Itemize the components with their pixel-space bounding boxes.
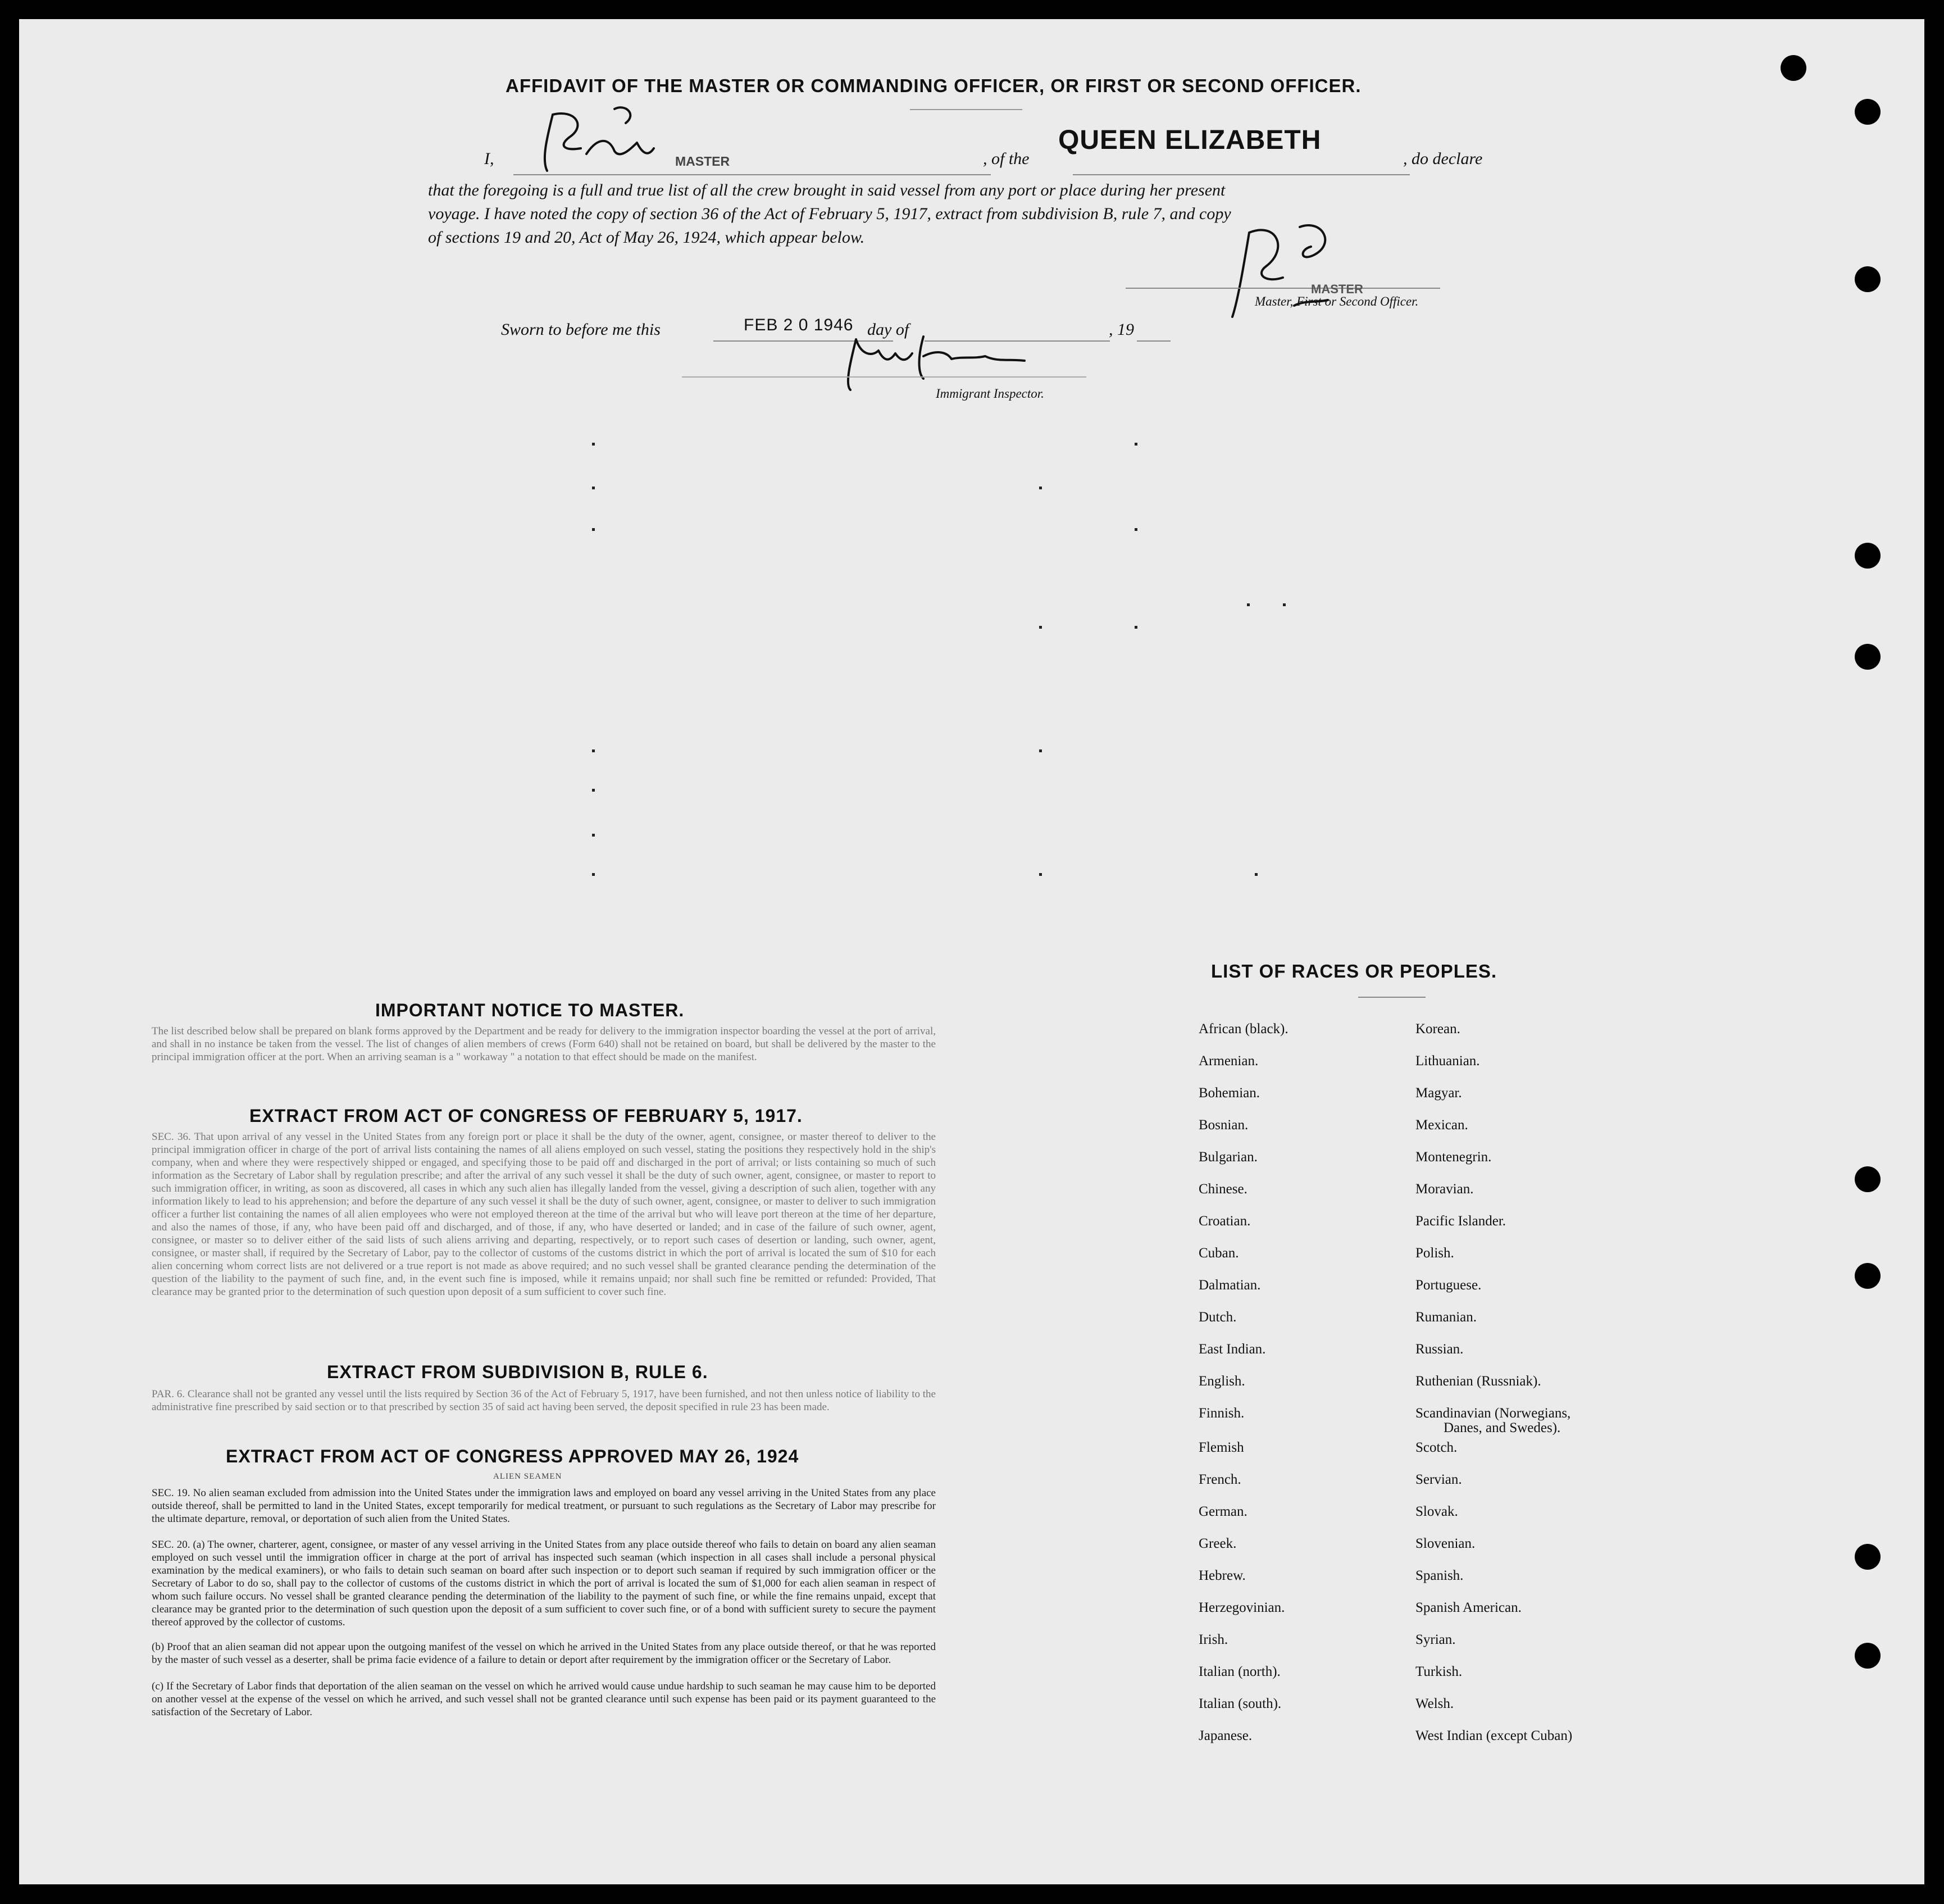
officer-line — [1126, 288, 1440, 289]
extract-1917-title: EXTRACT FROM ACT OF CONGRESS OF FEBRUARY 5, 1917. — [249, 1106, 803, 1126]
race-item: Finnish. — [1199, 1406, 1245, 1421]
race-item: Syrian. — [1415, 1632, 1456, 1647]
race-item: Irish. — [1199, 1632, 1228, 1647]
extract-1924-section20a: SEC. 20. (a) The owner, charterer, agent, consignee, or master of any vessel arriving in the United States from any place outside thereof who fails to detain on board any alien seaman employed on such vessel until the immigration officer in charge at the port of arrival has inspected such seaman (which inspection in all cases shall include a personal physical examination by the medical examiners), or who fails to detain such seaman on board after such inspection or to deport such seaman if required by such immigration officer or the Secretary of Labor to do so, shall pay to the collector of customs of the customs district in which the port of arrival is located the sum of $1,000 for each alien seaman in respect of whom such failure occurs. No vessel shall be granted clearance pending the determination of the liability to the payment of such fine, or while the fine remains unpaid, except that clearance may be granted prior to the determination of such question upon the deposit of a sum sufficient to cover such fine, or of a bond with sufficient surety to secure the payment thereof approved by the collector of customs. — [152, 1539, 936, 1628]
notice-text: The list described below shall be prepared on blank forms approved by the Department and be ready for delivery to the immigration inspector boarding the vessel at the port of arrival, and shall in no instance be taken from the vessel. The list of changes of alien members of crews (Form 640) shall not be retained on board, but shall be delivered by the master to the principal immigration officer at the port. When an arriving seaman is a " workaway " a notation to that effect should be made on the manifest. — [152, 1025, 936, 1063]
race-item: Pacific Islander. — [1415, 1214, 1506, 1229]
affidavit-i-label: I, — [484, 149, 494, 168]
race-item: Mexican. — [1415, 1117, 1468, 1133]
race-item: Dalmatian. — [1199, 1278, 1261, 1293]
extract-1924-section19: SEC. 19. No alien seaman excluded from admission into the United States under the immigration laws and employed on board any vessel arriving in the United States from any place outside thereof, shall be permitted to land in the United States, except temporarily for medical treatment, or pursuant to such regulations as the Secretary of Labor may prescribe for the ultimate departure, removal, or deportation of such alien from the United States. — [152, 1487, 936, 1525]
race-item: Turkish. — [1415, 1664, 1463, 1679]
race-item: Moravian. — [1415, 1182, 1474, 1197]
race-item: English. — [1199, 1374, 1245, 1389]
affidavit-title: AFFIDAVIT OF THE MASTER OR COMMANDING OFFICER, OR FIRST OR SECOND OFFICER. — [506, 75, 1362, 96]
race-item: Servian. — [1415, 1472, 1462, 1487]
affidavit-body-line3: of sections 19 and 20, Act of May 26, 1924, which appear below. — [428, 228, 865, 247]
grid-mark — [1247, 603, 1250, 606]
punch-hole — [1855, 644, 1881, 670]
master-stamp: MASTER — [675, 154, 730, 169]
races-title-rule — [1358, 997, 1426, 998]
race-item: Bohemian. — [1199, 1085, 1260, 1101]
grid-mark — [592, 834, 595, 837]
year-line — [1137, 340, 1171, 342]
grid-mark — [1039, 626, 1042, 629]
race-item: Greek. — [1199, 1536, 1237, 1551]
punch-hole — [1855, 1643, 1881, 1669]
grid-mark — [1135, 528, 1137, 531]
race-item-continuation: Danes, and Swedes). — [1444, 1420, 1561, 1435]
race-item: Spanish American. — [1415, 1600, 1522, 1615]
punch-hole — [1855, 1263, 1881, 1289]
race-item: Hebrew. — [1199, 1568, 1246, 1583]
affidavit-body-line2: voyage. I have noted the copy of section 36 of the Act of February 5, 1917, extract from subdivision B, rule 7, and copy — [428, 205, 1231, 223]
punch-hole — [1855, 266, 1881, 292]
race-item: Rumanian. — [1415, 1310, 1477, 1325]
race-item: German. — [1199, 1504, 1248, 1519]
sworn-label: Sworn to before me this — [501, 320, 661, 339]
punch-hole — [1781, 55, 1806, 81]
do-declare-label: , do declare — [1403, 149, 1483, 168]
document-sheet — [19, 19, 1924, 1884]
race-item: Scandinavian (Norwegians, — [1415, 1406, 1571, 1421]
rule6-title: EXTRACT FROM SUBDIVISION B, RULE 6. — [327, 1362, 708, 1382]
day-of-label: day of — [867, 320, 909, 339]
officer-caption: Master, First or Second Officer. — [1255, 294, 1419, 308]
master-signature — [530, 103, 699, 176]
grid-mark — [1255, 873, 1258, 876]
extract-1924-title: EXTRACT FROM ACT OF CONGRESS APPROVED MAY 26, 1924 — [226, 1446, 799, 1466]
year-prefix: , 19 — [1109, 320, 1134, 339]
extract-1924-section20b: (b) Proof that an alien seaman did not appear upon the outgoing manifest of the vessel on which he arrived in the United States from any place outside thereof, or that he was reported by the master of such vessel as a deserter, shall be prima facie evidence of a failure to detain or deport after requirement by the immigration officer or the Secretary of Labor. — [152, 1641, 936, 1666]
race-item: Portuguese. — [1415, 1278, 1482, 1293]
title-rule — [910, 109, 1022, 110]
vessel-name: QUEEN ELIZABETH — [1058, 125, 1322, 155]
race-item: Polish. — [1415, 1246, 1454, 1261]
race-item: Flemish — [1199, 1440, 1244, 1455]
officer-stamp: MASTER — [1311, 282, 1363, 296]
race-item: Armenian. — [1199, 1053, 1259, 1069]
race-item: Spanish. — [1415, 1568, 1464, 1583]
notice-title: IMPORTANT NOTICE TO MASTER. — [375, 1000, 685, 1020]
inspector-caption: Immigrant Inspector. — [936, 387, 1044, 401]
punch-hole — [1855, 99, 1881, 125]
grid-mark — [592, 873, 595, 876]
grid-mark — [592, 528, 595, 531]
race-item: Chinese. — [1199, 1182, 1248, 1197]
grid-mark — [1039, 487, 1042, 489]
race-item: Cuban. — [1199, 1246, 1239, 1261]
race-item: French. — [1199, 1472, 1241, 1487]
grid-mark — [1039, 749, 1042, 752]
races-title: LIST OF RACES OR PEOPLES. — [1211, 961, 1497, 981]
extract-1917-text: SEC. 36. That upon arrival of any vessel in the United States from any foreign port or place it shall be the duty of the owner, agent, consignee, or master thereof to deliver to the principal immigration officer in charge of the port of arrival lists containing the names of all aliens employed on such vessel, stating the positions they respectively hold in the ship's company, when and where they were respectively shipped or engaged, and specifying those to be paid off and discharged in the port of arrival; or lists containing so much of such information as the Secretary of Labor shall by regulation prescribe; and after the arrival of any such vessel it shall be the duty of such owner, agent, consignee, or master to report to such immigration officer, in writing, as soon as discovered, all cases in which any such alien has illegally landed from the vessel, giving a description of such alien, together with any information likely to lead to his apprehension; and before the departure of any such vessel it shall be the duty of such owner, agent, consignee, or master to deliver to such immigration officer a further list containing the names of all alien employees who were not employed thereon at the time of the arrival but who will leave port thereon at the time of her departure, and also the names of those, if any, who have been paid off and discharged, and of those, if any, who have deserted or landed; and in case of the failure of such owner, agent, consignee, or master so to deliver either of the said lists of such aliens arriving and departing, respectively, or to report such cases of desertion or landing, such owner, agent, consignee, or master shall, if required by the Secretary of Labor, pay to the collector of customs of the customs district in which the port of arrival is located the sum of $10 for each alien concerning whom correct lists are not delivered or a true report is not made as above required; and no such vessel shall be granted clearance pending the determination of the question of the liability to the payment of such fine, and, in the event such fine is imposed, while it remains unpaid; nor shall such fine be remitted or refunded: Provided, That clearance may be granted prior to the determination of such question upon deposit of a sum sufficient to cover such fine. — [152, 1131, 936, 1298]
race-item: West Indian (except Cuban) — [1415, 1728, 1573, 1743]
affidavit-body-line1: that the foregoing is a full and true list of all the crew brought in said vessel from any port or place during her present — [428, 181, 1226, 199]
punch-hole — [1855, 543, 1881, 569]
race-item: Lithuanian. — [1415, 1053, 1480, 1069]
punch-hole — [1855, 1166, 1881, 1192]
rule6-text: PAR. 6. Clearance shall not be granted any vessel until the lists required by Section 36 of the Act of February 5, 1917, have been furnished, and not then unless notice of liability to the administrative fine prescribed by said section or to that prescribed by section 35 of said act having been served, the deposit specified in rule 23 has been made. — [152, 1388, 936, 1413]
race-item: Herzegovinian. — [1199, 1600, 1285, 1615]
race-item: Croatian. — [1199, 1214, 1251, 1229]
grid-mark — [592, 443, 595, 446]
race-item: Montenegrin. — [1415, 1149, 1492, 1165]
grid-mark — [1135, 443, 1137, 446]
race-item: African (black). — [1199, 1021, 1289, 1037]
race-item: Italian (north). — [1199, 1664, 1281, 1679]
inspector-line — [682, 376, 1086, 378]
race-item: Ruthenian (Russniak). — [1415, 1374, 1541, 1389]
of-the-label: , of the — [983, 149, 1030, 168]
vessel-line — [1073, 174, 1410, 175]
race-item: Scotch. — [1415, 1440, 1458, 1455]
race-item: Bulgarian. — [1199, 1149, 1258, 1165]
extract-1924-subtitle: ALIEN SEAMEN — [493, 1472, 562, 1481]
race-item: Slovak. — [1415, 1504, 1458, 1519]
race-item: Japanese. — [1199, 1728, 1253, 1743]
race-item: Dutch. — [1199, 1310, 1237, 1325]
race-item: Slovenian. — [1415, 1536, 1476, 1551]
race-item: Italian (south). — [1199, 1696, 1282, 1711]
sworn-date-stamp: FEB 2 0 1946 — [744, 316, 854, 334]
grid-mark — [592, 749, 595, 752]
race-item: Korean. — [1415, 1021, 1460, 1037]
grid-mark — [592, 487, 595, 489]
grid-mark — [1039, 873, 1042, 876]
race-item: Welsh. — [1415, 1696, 1454, 1711]
race-item: Russian. — [1415, 1342, 1464, 1357]
race-item: East Indian. — [1199, 1342, 1266, 1357]
race-item: Bosnian. — [1199, 1117, 1249, 1133]
punch-hole — [1855, 1544, 1881, 1570]
race-item: Magyar. — [1415, 1085, 1462, 1101]
grid-mark — [1283, 603, 1286, 606]
extract-1924-section20c: (c) If the Secretary of Labor finds that deportation of the alien seaman on the vessel on which he arrived would cause undue hardship to such seaman he may cause him to be deported on another vessel at the expense of the vessel on which he arrived, and such vessel shall not be granted clearance until such expense has been paid or its payment guaranteed to the satisfaction of the Secretary of Labor. — [152, 1680, 936, 1718]
grid-mark — [1135, 626, 1137, 629]
grid-mark — [592, 789, 595, 792]
